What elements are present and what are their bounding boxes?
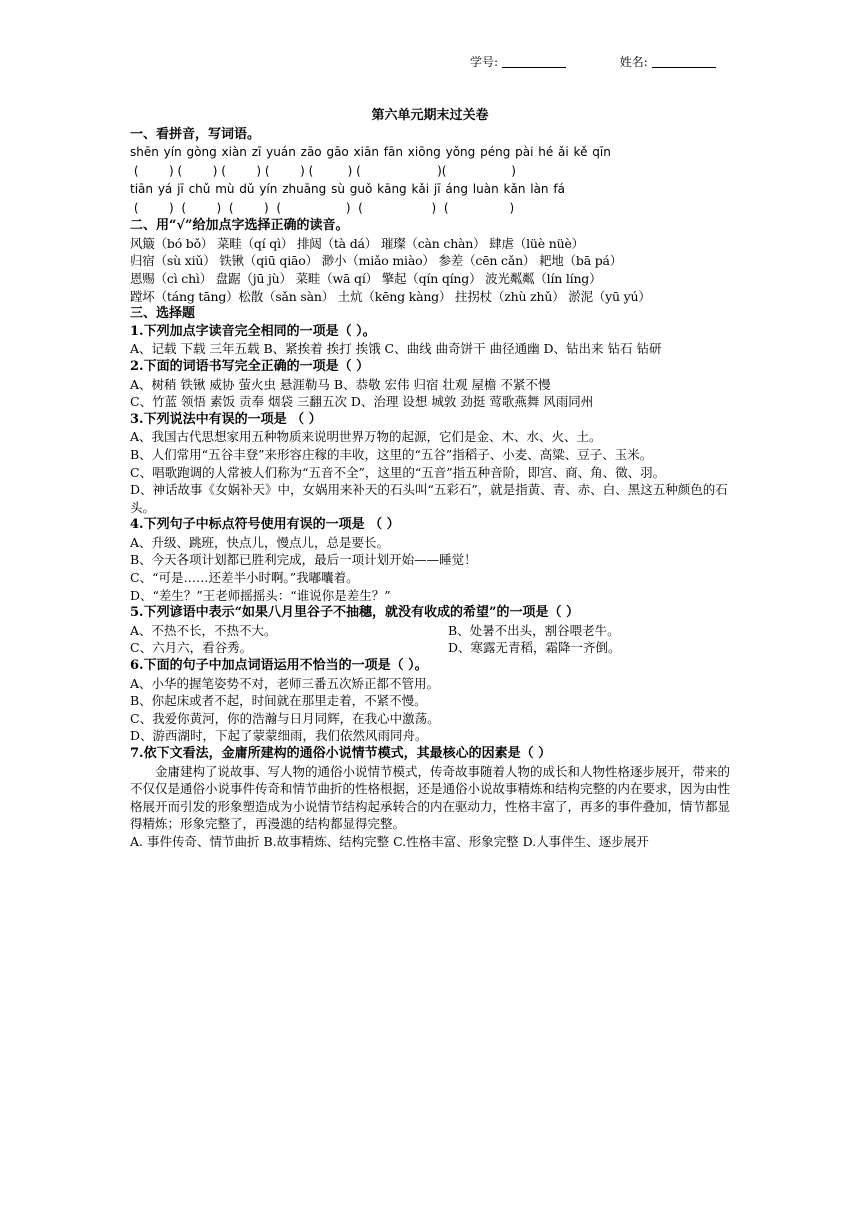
question-2-options-ab: A、树稍 铁锹 威协 萤火虫 悬涯勒马 B、恭敬 宏伟 归宿 壮观 屋檐 不紧不慢 — [130, 376, 551, 392]
pronunciation-line-2: 归宿（sù xiǔ） 铁锹（qiū qiāo） 渺小（miǎo miào） 参差（cēn cǎn） 耙地（bā pá） — [130, 253, 623, 269]
section1-heading: 一、看拼音，写词语。 — [130, 126, 261, 142]
question-3-option-d: D、神话故事《女娲补天》中，女娲用来补天的石头叫“五彩石”，就是指黄、青、赤、白、黑这五种颜色的石头。 — [130, 482, 728, 515]
question-6-option-b: B、你起床或者不起，时间就在那里走着，不紧不慢。 — [130, 693, 427, 709]
question-5-option-d: D、寒露无青稻，霜降一齐倒。 — [448, 640, 621, 656]
answer-brackets-line-1[interactable]: ( ) ( ) ( ) ( ) ( ) ( )( ) — [130, 164, 516, 179]
section2-heading: 二、用“√”给加点字选择正确的读音。 — [130, 218, 349, 234]
question-2-stem: 2.下面的词语书写完全正确的一项是（ ） — [130, 358, 370, 374]
question-4-option-a: A、升级、跳班，快点儿，慢点儿，总是要长。 — [130, 534, 390, 550]
question-6-stem: 6.下面的句子中加点词语运用不恰当的一项是（ ）。 — [130, 658, 428, 674]
question-5-option-a: A、不热不长，不热不大。 — [130, 622, 277, 638]
student-info-header — [470, 54, 750, 70]
pinyin-line-2: tiān yá jī chǔ mù dǔ yín zhuāng sù guǒ kāng kǎi jī áng luàn kǎn làn fá — [130, 182, 565, 197]
question-6-option-a: A、小华的握笔姿势不对，老师三番五次矫正都不管用。 — [130, 675, 440, 691]
student-name-field — [620, 54, 716, 70]
exam-content — [130, 107, 730, 851]
question-5-option-b: B、处暑不出头，割谷喂老牛。 — [448, 622, 620, 638]
question-5-stem: 5.下列谚语中表示“如果八月里谷子不抽穗，就没有收成的希望”的一项是（ ） — [130, 605, 580, 621]
answer-brackets-line-2[interactable]: ( ) ( ) ( ) ( ) ( ) ( ) — [130, 201, 515, 216]
question-4-option-c: C、“可是……还差半小时啊。”我嘟囔着。 — [130, 570, 359, 586]
question-5-option-c: C、六月六，看谷秀。 — [130, 640, 253, 656]
question-4-option-b: B、今天各项计划都已胜利完成，最后一项计划开始——睡觉！ — [130, 552, 477, 568]
question-2-options-cd: C、竹蓝 领悟 素饭 贡奉 烟袋 三翻五次 D、治理 设想 城敦 劲挺 莺歌燕舞 风雨同州 — [130, 394, 594, 410]
student-name-label: 姓名: — [619, 55, 648, 69]
question-4-stem: 4.下列句子中标点符号使用有误的一项是 （ ） — [130, 517, 400, 533]
question-4-option-d: D、“差生？”王老师摇摇头：“谁说你是差生？” — [130, 587, 391, 603]
pronunciation-line-4: 蹚坏（táng tāng）松散（sǎn sàn） 土炕（kēng kàng） 拄拐杖（zhù zhǔ） 淤泥（yū yú） — [130, 288, 651, 304]
student-number-blank[interactable] — [502, 55, 566, 68]
question-5-options-cd — [130, 639, 730, 657]
question-3-option-b: B、人们常用“五谷丰登”来形容庄稼的丰收，这里的“五谷”指稻子、小麦、高粱、豆子、玉米。 — [130, 446, 653, 462]
question-3-option-c: C、唱歌跑调的人常被人们称为“五音不全”，这里的“五音”指五种音阶，即宫、商、角、徵、羽。 — [130, 464, 666, 480]
question-6-option-d: D、游西湖时，下起了蒙蒙细雨，我们依然风雨同舟。 — [130, 728, 428, 744]
pronunciation-line-1: 风簸（bó bǒ） 菜畦（qí qì） 排闼（tà dá） 璀璨（càn chàn） 肆虐（lüè nüè） — [130, 235, 584, 251]
section3-heading: 三、选择题 — [130, 306, 196, 322]
pinyin-line-1: shēn yín gòng xiàn zī yuán zāo gāo xiān fān xiōng yǒng péng pài hé ǎi kě qīn — [130, 145, 611, 160]
question-6-option-c: C、我爱你黄河，你的浩瀚与日月同辉，在我心中激荡。 — [130, 710, 440, 726]
student-name-blank[interactable] — [652, 55, 716, 68]
question-7-passage: 金庸建构了说故事、写人物的通俗小说情节模式，传奇故事随着人物的成长和人物性格逐步展开，带来的不仅仅是通俗小说事件传奇和情节曲折的性格根据，还是通俗小说故事精炼和结构完整的内在要求，因为由性格展开而引发的形象塑造成为小说情节结构起承转合的内在驱动力，性格丰富了，再多的事件叠加，情节都显得精炼；形象完整了，再漫漶的结构都显得完整。 — [130, 763, 731, 832]
exam-title: 第六单元期末过关卷 — [371, 108, 489, 123]
question-7-stem: 7.依下文看法，金庸所建构的通俗小说情节模式，其最核心的因素是（ ） — [130, 746, 552, 761]
question-3-option-a: A、我国古代思想家用五种物质来说明世界万物的起源，它们是金、木、水、火、土。 — [130, 429, 602, 445]
student-number-field — [470, 54, 566, 70]
pronunciation-line-3: 恩赐（cì chì） 盘踞（jū jù） 菜畦（wā qí） 擎起（qín qíng） 波光粼粼（lín líng） — [130, 270, 602, 286]
question-1-stem: 1.下列加点字读音完全相同的一项是（ ）。 — [130, 323, 376, 339]
question-1-options: A、记载 下载 三年五载 B、紧挨着 挨打 挨饿 C、曲线 曲奇饼干 曲径通幽 D、钻出来 钻石 钻研 — [130, 341, 662, 357]
student-number-label: 学号: — [470, 55, 499, 69]
question-7-options: A. 事件传奇、情节曲折 B.故事精炼、结构完整 C.性格丰富、形象完整 D.人事伴生、逐步展开 — [130, 833, 649, 849]
question-5-options-ab — [130, 622, 730, 640]
question-3-stem: 3.下列说法中有误的一项是 （ ） — [130, 411, 322, 427]
